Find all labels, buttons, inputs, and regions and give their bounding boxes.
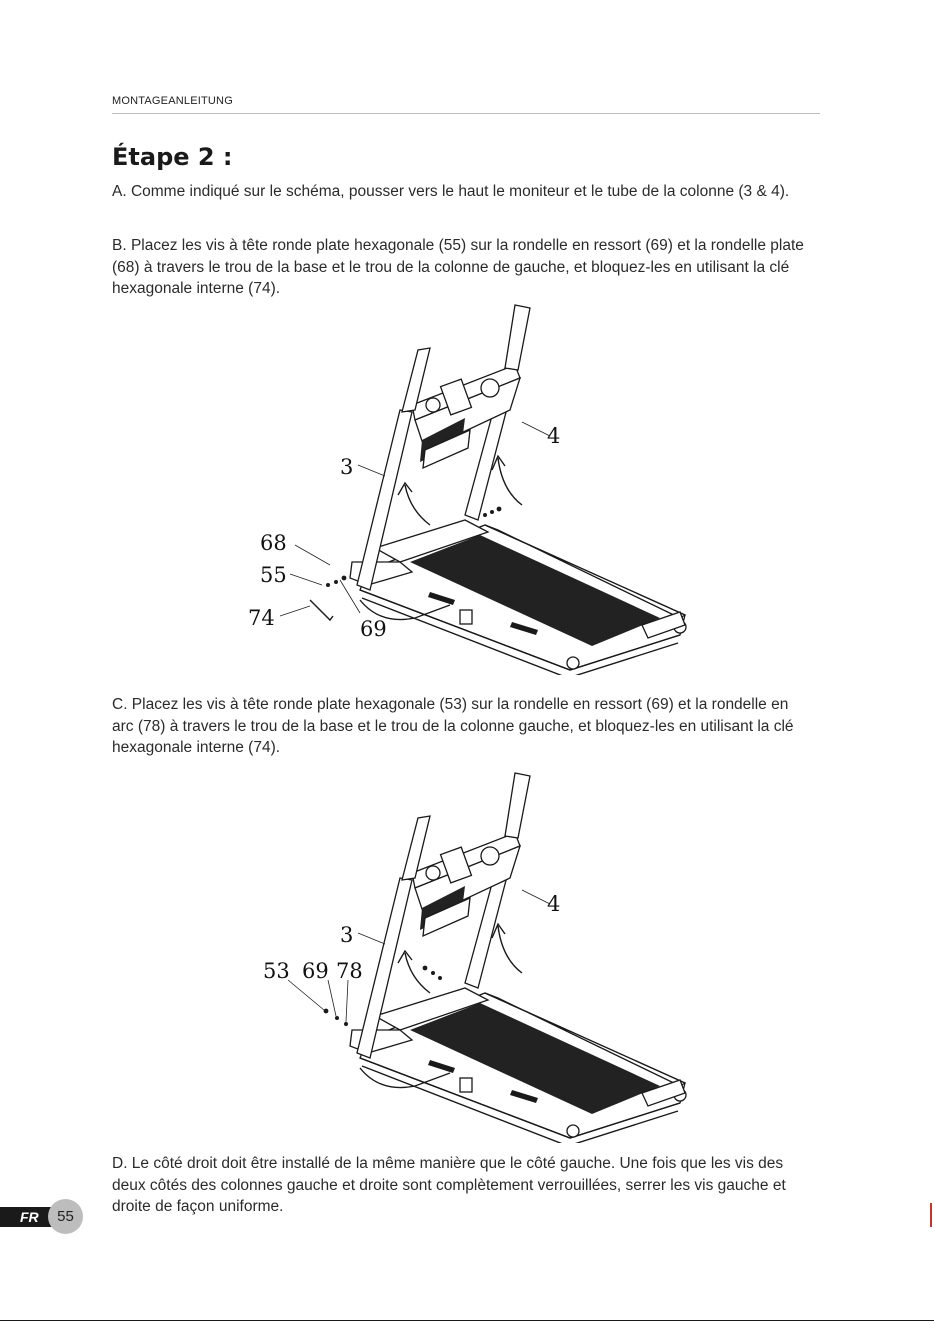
part-label-68: 68: [260, 531, 287, 555]
instruction-a: A. Comme indiqué sur le schéma, pousser vers le haut le moniteur et le tube de la colonne (3 & 4).: [112, 183, 790, 200]
part-label-74: 74: [248, 606, 275, 630]
part-label-55: 55: [260, 563, 287, 587]
part-label-4: 4: [547, 892, 561, 916]
language-tab: FR: [0, 1207, 52, 1227]
step-title: Étape 2 :: [112, 143, 233, 171]
instruction-c: C. Placez les vis à tête ronde plate hexagonale (53) sur la rondelle en ressort (69) et la rondelle en arc (78) à travers le trou de la base et le trou de la colonne gauche, et bloquez-les en utilisant la clé hexagonale interne (74).: [112, 696, 794, 756]
bottom-divider: [0, 1320, 934, 1321]
edge-marker: [930, 1203, 932, 1227]
treadmill-drawing: [324, 773, 686, 1143]
part-label-53: 53: [263, 959, 290, 983]
instruction-b: B. Placez les vis à tête ronde plate hexagonale (55) sur la rondelle en ressort (69) et la rondelle plate (68) à travers le trou de la base et le trou de la colonne de gauche, et bloquez-les en utilisant la clé hexagonale interne (74).: [112, 237, 804, 297]
part-label-78: 78: [336, 959, 363, 983]
part-label-3: 3: [340, 455, 354, 479]
section-header: MONTAGEANLEITUNG: [112, 95, 233, 107]
assembly-diagram-2: [240, 768, 700, 1143]
assembly-diagram-1: [240, 300, 700, 675]
page-number: 55: [48, 1199, 83, 1234]
header-divider: [112, 113, 820, 114]
instruction-d: D. Le côté droit doit être installé de la même manière que le côté gauche. Une fois que les vis des deux côtés des colonnes gauche et droite sont complètement verrouillées, serrer les vis gauche et droite de façon uniforme.: [112, 1155, 786, 1215]
part-label-69: 69: [360, 617, 387, 641]
part-label-4: 4: [547, 424, 561, 448]
part-label-69: 69: [302, 959, 329, 983]
part-label-3: 3: [340, 923, 354, 947]
